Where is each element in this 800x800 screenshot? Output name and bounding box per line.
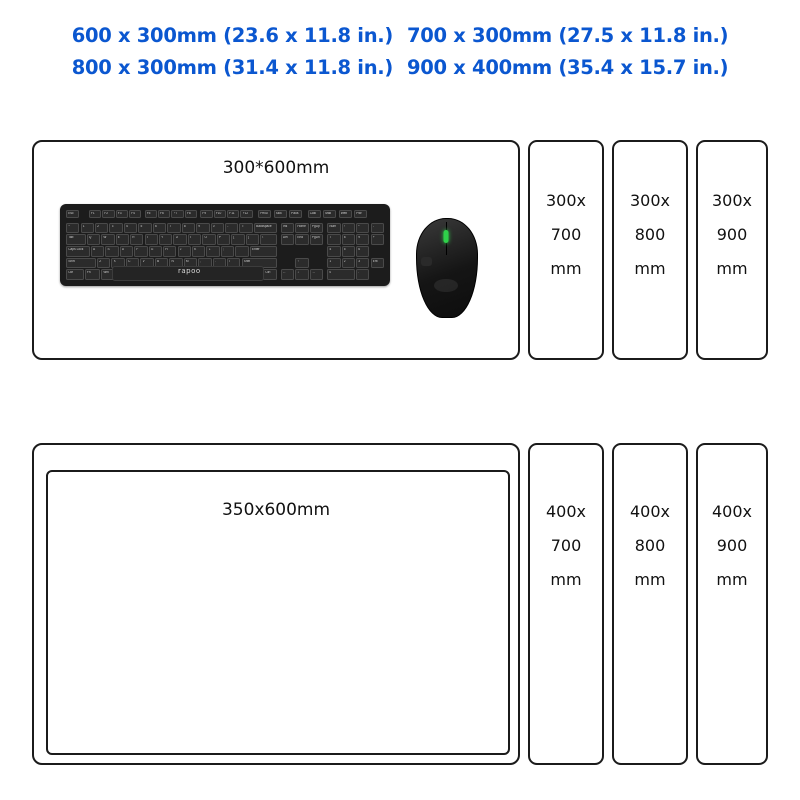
keyboard-key — [281, 269, 294, 280]
keyboard-key — [158, 210, 170, 218]
mousepad-300x800-line1: 300x — [629, 191, 670, 210]
keyboard-key — [323, 210, 336, 218]
keyboard-key — [66, 210, 79, 218]
keyboard-key-label: T — [146, 236, 149, 240]
keyboard-key — [371, 223, 384, 234]
keyboard-key — [258, 210, 271, 218]
keyboard-key — [66, 246, 90, 257]
mousepad-400x800-line3: mm — [634, 570, 666, 589]
keyboard-key — [356, 246, 369, 257]
keyboard-key — [295, 223, 308, 234]
keyboard-key — [145, 210, 157, 218]
keyboard-key-label: 9 — [198, 224, 201, 228]
keyboard-key — [342, 223, 355, 234]
keyboard-key-label: F7 — [173, 212, 178, 216]
keyboard-key — [356, 223, 369, 234]
mousepad-group-bottom — [32, 443, 768, 765]
keyboard-key — [159, 234, 172, 245]
mousepad-350x600 — [32, 443, 520, 765]
keyboard-key-label: Pwr — [356, 212, 362, 216]
keyboard-key-label: 1 — [82, 224, 85, 228]
keyboard-key-label: E — [117, 236, 120, 240]
keyboard-key-label: / — [229, 259, 231, 263]
keyboard-key-label: 8 — [343, 236, 346, 240]
keyboard-key — [246, 234, 259, 245]
keyboard-key — [327, 246, 340, 257]
keyboard-key-label: 4 — [126, 224, 128, 228]
keyboard-key-label: D — [121, 248, 125, 252]
mousepad-300x600 — [32, 140, 520, 360]
size-header — [0, 20, 800, 84]
keyboard-key-label: 0 — [329, 271, 332, 275]
keyboard-key-label: A — [93, 248, 96, 252]
keyboard-key — [129, 210, 141, 218]
keyboard-key — [327, 223, 340, 234]
keyboard-key — [91, 246, 104, 257]
keyboard-key-label: ↑ — [297, 259, 299, 263]
keyboard-key-label: V — [142, 259, 145, 263]
keyboard-key — [138, 223, 151, 234]
keyboard-key — [371, 234, 384, 245]
keyboard-key-label: R — [132, 236, 135, 240]
keyboard-key-label: 6 — [154, 224, 157, 228]
keyboard-key-label: 4 — [329, 248, 332, 252]
keyboard-key — [105, 246, 118, 257]
keyboard-key — [254, 223, 277, 234]
keyboard-key-label: F9 — [202, 212, 207, 216]
keyboard-key-label: F12 — [242, 212, 249, 216]
keyboard-key-label: F8 — [186, 212, 191, 216]
keyboard-key-label: F11 — [229, 212, 235, 216]
keyboard-key — [295, 234, 308, 245]
mousepad-400x900-line2: 900 — [716, 536, 748, 555]
keyboard-key-label: F2 — [104, 212, 109, 216]
keyboard-key-label: / — [343, 224, 345, 228]
keyboard-key-label: ~ — [68, 224, 71, 228]
keyboard-key-label: 2 — [343, 259, 346, 263]
keyboard-key — [227, 210, 239, 218]
keyboard-key — [163, 246, 176, 257]
size-option-900x400: 900 x 400mm (35.4 x 15.7 in.) — [407, 56, 729, 79]
keyboard-key-label: I — [190, 236, 191, 240]
keyboard-key — [289, 210, 302, 218]
keyboard-key-label: ← — [282, 271, 287, 275]
keyboard-key — [171, 210, 183, 218]
keyboard-key-label: Q — [88, 236, 92, 240]
keyboard-key-label: 0 — [212, 224, 215, 228]
mousepad-350x600-label: 350x600mm — [221, 500, 331, 520]
keyboard-key-label: Backspace — [256, 224, 272, 228]
mousepad-300x700-line3: mm — [550, 259, 582, 278]
keyboard-key — [66, 258, 96, 269]
mousepad-400x700-line2: 700 — [550, 536, 582, 555]
keyboard-key — [371, 258, 384, 269]
mousepad-300x700-line1: 300x — [545, 191, 586, 210]
mousepad-300x700 — [528, 140, 604, 360]
mousepad-300x700-line2: 700 — [550, 225, 582, 244]
keyboard-key-label: Home — [297, 224, 306, 228]
mousepad-400x800 — [612, 443, 688, 765]
mousepad-300x900-line3: mm — [716, 259, 748, 278]
keyboard-key — [124, 223, 137, 234]
keyboard-key-label: Calc — [309, 212, 317, 216]
keyboard-key — [225, 223, 238, 234]
keyboard-key-label: Enter — [251, 248, 260, 252]
keyboard-key-label: Esc — [68, 212, 74, 216]
mousepad-400x700-line3: mm — [550, 570, 582, 589]
keyboard-key — [260, 234, 277, 245]
keyboard-key — [167, 223, 180, 234]
keyboard-key — [274, 210, 287, 218]
keyboard-key-label: . — [358, 271, 360, 275]
keyboard-key — [217, 234, 230, 245]
keyboard-key-label: Del — [282, 236, 288, 240]
mousepad-400x900-line3: mm — [716, 570, 748, 589]
keyboard-key — [356, 258, 369, 269]
keyboard-key-label: , — [200, 259, 202, 263]
keyboard-key-label: G — [150, 248, 154, 252]
keyboard-key-label: . — [214, 259, 216, 263]
keyboard-key-label: F6 — [160, 212, 164, 216]
mouse-side-button — [421, 257, 432, 266]
keyboard-key — [95, 223, 108, 234]
keyboard-key — [145, 234, 158, 245]
keyboard-key — [153, 223, 166, 234]
keyboard-key-label: F5 — [146, 212, 151, 216]
keyboard-key — [116, 210, 128, 218]
mousepad-300x600-label: 300*600mm — [222, 158, 330, 178]
keyboard-key-label: Tab — [68, 236, 74, 240]
size-option-700x300: 700 x 300mm (27.5 x 11.8 in.) — [407, 24, 729, 47]
mousepad-400x700-line1: 400x — [545, 502, 586, 521]
keyboard-key — [310, 223, 323, 234]
keyboard-key — [66, 223, 79, 234]
keyboard-key-label: * — [358, 224, 360, 228]
keyboard-key — [200, 210, 212, 218]
keyboard-key — [134, 246, 147, 257]
keyboard-key — [281, 223, 294, 234]
keyboard-key — [196, 223, 209, 234]
keyboard-key-label: [ — [233, 236, 235, 240]
keyboard-key — [339, 210, 352, 218]
keyboard-key-label: N — [171, 259, 174, 263]
keyboard-key-label: F10 — [215, 212, 222, 216]
keyboard-key — [342, 258, 355, 269]
keyboard-key-label: P — [218, 236, 222, 240]
mousepad-300x800 — [612, 140, 688, 360]
keyboard-key-label: U — [175, 236, 178, 240]
keyboard-key — [327, 258, 340, 269]
keyboard-key-label: K — [194, 248, 197, 252]
keyboard-key-label: 5 — [343, 248, 346, 252]
keyboard-key-label: Fn — [86, 271, 91, 275]
keyboard-brand-label: rapoo — [178, 267, 201, 275]
keyboard-key-label: Mail — [325, 212, 332, 216]
keyboard-key-label: \ — [262, 236, 264, 240]
keyboard-key-label: Shift — [68, 259, 75, 263]
keyboard-key-label: F — [136, 248, 139, 252]
keyboard-key-label: PgUp — [311, 224, 320, 228]
keyboard-key — [308, 210, 321, 218]
keyboard-illustration — [60, 204, 390, 286]
keyboard-key — [97, 258, 110, 269]
keyboard-key-label: ' — [237, 248, 239, 252]
size-header-row-2 — [0, 52, 800, 84]
mousepad-400x800-line2: 800 — [634, 536, 666, 555]
keyboard-key — [239, 223, 252, 234]
size-header-row-1 — [0, 20, 800, 52]
mousepad-300x800-line3: mm — [634, 259, 666, 278]
keyboard-key-label: 8 — [183, 224, 186, 228]
keyboard-key — [211, 223, 224, 234]
keyboard-key — [85, 269, 100, 280]
keyboard-key-label: C — [128, 259, 131, 263]
mousepad-400x900-line1: 400x — [711, 502, 752, 521]
keyboard-key-label: Web — [340, 212, 348, 216]
keyboard-key-label: F3 — [117, 212, 122, 216]
keyboard-key — [149, 246, 162, 257]
keyboard-key-label: ↓ — [297, 271, 299, 275]
keyboard-key — [202, 234, 215, 245]
keyboard-key — [342, 234, 355, 245]
mousepad-400x900 — [696, 443, 768, 765]
keyboard-key — [327, 234, 340, 245]
keyboard-key-label: Num — [329, 224, 337, 228]
keyboard-key — [178, 246, 191, 257]
keyboard-key — [250, 246, 277, 257]
keyboard-key — [281, 234, 294, 245]
mouse-scroll-wheel-icon — [444, 230, 449, 243]
keyboard-key-label: PrtSc — [260, 212, 268, 216]
keyboard-key-label: B — [157, 259, 160, 263]
keyboard-key — [356, 234, 369, 245]
keyboard-key — [235, 246, 248, 257]
mousepad-group-top — [32, 140, 768, 360]
keyboard-key — [354, 210, 367, 218]
keyboard-key — [130, 234, 143, 245]
size-option-600x300: 600 x 300mm (23.6 x 11.8 in.) — [71, 24, 393, 47]
keyboard-key-label: 5 — [140, 224, 143, 228]
keyboard-key-label: F4 — [131, 212, 135, 216]
keyboard-key — [295, 258, 308, 269]
keyboard-key-label: S — [107, 248, 110, 252]
keyboard-key — [185, 210, 197, 218]
keyboard-key — [240, 210, 252, 218]
keyboard-key-label: L — [208, 248, 211, 252]
keyboard-key-label: F1 — [90, 212, 95, 216]
keyboard-key — [310, 269, 323, 280]
keyboard-key-label: X — [113, 259, 116, 263]
keyboard-key — [214, 210, 226, 218]
keyboard-key-label: 7 — [169, 224, 172, 228]
keyboard-key — [120, 246, 133, 257]
keyboard-key — [182, 223, 195, 234]
keyboard-key — [109, 223, 122, 234]
keyboard-key-label: → — [311, 271, 315, 275]
keyboard-key — [192, 246, 205, 257]
mousepad-400x700 — [528, 443, 604, 765]
keyboard-key-label: Y — [161, 236, 164, 240]
size-option-800x300: 800 x 300mm (31.4 x 11.8 in.) — [71, 56, 393, 79]
keyboard-key — [231, 234, 244, 245]
keyboard-key-label: Z — [99, 259, 102, 263]
keyboard-key-label: PgDn — [311, 236, 320, 240]
keyboard-key — [89, 210, 101, 218]
keyboard-key-label: J — [179, 248, 182, 252]
keyboard-key-label: - — [227, 224, 229, 228]
keyboard-key-label: 3 — [111, 224, 114, 228]
keyboard-key-label: ; — [223, 248, 224, 252]
keyboard-key — [66, 234, 86, 245]
keyboard-key-label: = — [241, 224, 244, 228]
keyboard-key-label: Ent — [372, 259, 378, 263]
keyboard-key-label: M — [185, 259, 189, 263]
keyboard-key-label: Ctrl — [265, 271, 271, 275]
keyboard-key-label: 2 — [97, 224, 99, 228]
mouse-illustration — [416, 218, 476, 316]
keyboard-key-label: 9 — [358, 236, 361, 240]
keyboard-key — [101, 234, 114, 245]
keyboard-key — [263, 269, 276, 280]
keyboard-key — [221, 246, 234, 257]
keyboard-key-label: W — [103, 236, 107, 240]
keyboard-key-label: Slck — [275, 212, 282, 216]
keyboard-key-label: + — [372, 236, 375, 240]
keyboard-key-label: O — [204, 236, 207, 240]
keyboard-key — [327, 269, 355, 280]
keyboard-key — [342, 246, 355, 257]
keyboard-key — [173, 234, 186, 245]
keyboard-key-label: ] — [247, 236, 249, 240]
keyboard-key — [116, 234, 129, 245]
keyboard-key — [356, 269, 369, 280]
keyboard-key — [188, 234, 201, 245]
keyboard-key-label: - — [372, 224, 374, 228]
keyboard-key-label: Ctrl — [68, 271, 74, 275]
keyboard-key-label: 6 — [358, 248, 361, 252]
keyboard-key-label: Ins — [282, 224, 288, 228]
keyboard-key — [81, 223, 94, 234]
mousepad-300x900-line2: 900 — [716, 225, 748, 244]
keyboard-key-label: Paus — [291, 212, 299, 216]
keyboard-key-label: Shift — [243, 259, 251, 263]
keyboard-key-label: H — [165, 248, 168, 252]
keyboard-key-label: Caps Lock — [68, 248, 84, 252]
keyboard-key — [102, 210, 114, 218]
keyboard-key — [310, 234, 323, 245]
mousepad-400x800-line1: 400x — [629, 502, 670, 521]
keyboard-key-label: Win — [103, 271, 109, 275]
keyboard-key — [87, 234, 100, 245]
keyboard-key — [206, 246, 219, 257]
mousepad-300x900 — [696, 140, 768, 360]
keyboard-key-label: 7 — [329, 236, 332, 240]
mousepad-300x900-line1: 300x — [711, 191, 752, 210]
keyboard-key — [295, 269, 308, 280]
keyboard-key-label: End — [297, 236, 304, 240]
keyboard-key-label: 1 — [329, 259, 332, 263]
keyboard-key-label: 3 — [358, 259, 361, 263]
mousepad-300x800-line2: 800 — [634, 225, 666, 244]
keyboard-key — [66, 269, 84, 280]
